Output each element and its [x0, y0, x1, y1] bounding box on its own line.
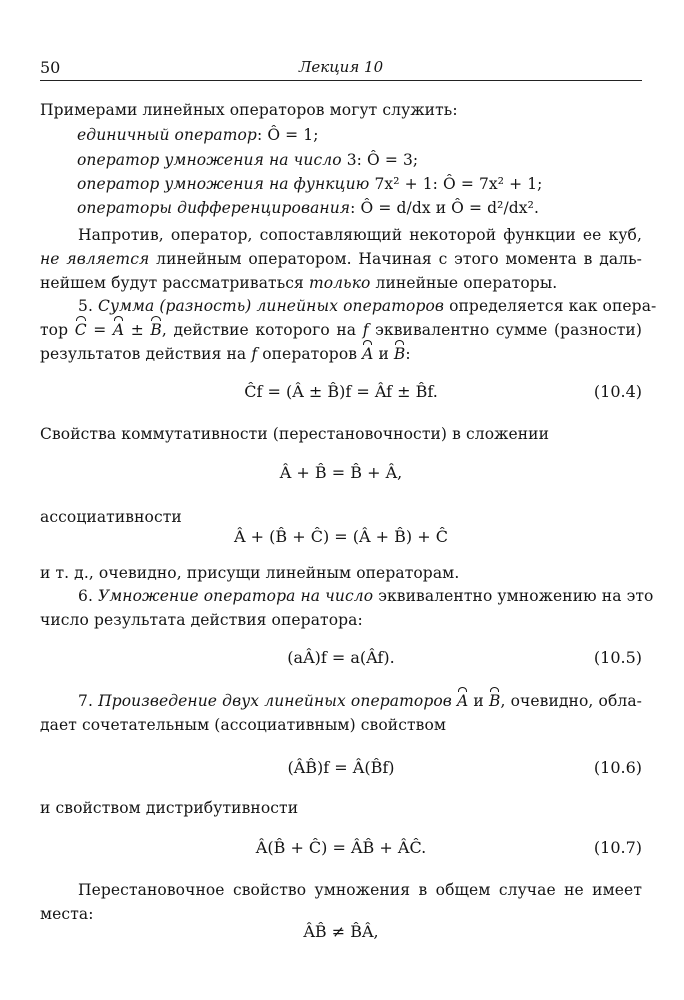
operator-a-hat: A — [112, 321, 125, 339]
example-label: оператор умножения на число — [77, 151, 342, 169]
paragraph-line: ассоциативности — [40, 508, 182, 526]
text-span: , действие которого на — [161, 321, 357, 339]
example-diff-operators: операторы дифференцирования: Ô = d/dx и Ô = d²/dx². — [77, 199, 539, 217]
paragraph-line — [40, 587, 654, 605]
paragraph-line: и свойством дистрибутивности — [40, 799, 299, 817]
equation-10-6: (ÂB̂)f = Â(B̂f) — [287, 758, 395, 777]
operator-a-hat: A — [457, 692, 469, 710]
equation-commutativity: Â + B̂ = B̂ + Â, — [279, 463, 403, 482]
text-span: операторов — [262, 345, 358, 363]
term-definition: Умножение оператора на число — [98, 587, 374, 605]
paragraph-line: дает сочетательным (ассоциативным) свойством — [40, 716, 447, 734]
item-number: 5. — [78, 297, 93, 315]
paragraph-line: результатов действия на f операторов A и B: — [40, 345, 411, 363]
example-formula: Ô = 1; — [267, 126, 319, 144]
equation-noncommutativity: ÂB̂ ≠ B̂Â, — [303, 922, 379, 941]
equation-10-4: Ĉf = (Â ± B̂)f = Âf ± B̂f. — [244, 382, 438, 401]
book-page — [40, 0, 657, 1000]
example-formula: 3: Ô = 3; — [346, 151, 419, 169]
term-definition: Сумма (разность) линейных операторов — [98, 297, 445, 315]
text-span: эквивалентно сумме (разности) — [375, 321, 642, 339]
chapter-title: Лекция 10 — [298, 58, 384, 76]
text-span: и — [473, 692, 484, 710]
paragraph-line: и т. д., очевидно, присущи линейным операторам. — [40, 564, 460, 582]
function-symbol: f — [362, 321, 369, 339]
paragraph-line — [40, 274, 642, 292]
example-number-operator — [77, 151, 679, 169]
equation-number: (10.7) — [593, 838, 642, 857]
equation-number: (10.5) — [593, 648, 642, 667]
example-formula: Ô = d/dx и Ô = d²/dx². — [360, 199, 539, 217]
paragraph-line — [40, 297, 657, 315]
operator-b-hat: B — [488, 692, 501, 710]
item-number: 6. — [78, 587, 93, 605]
equation-10-5: (aÂ)f = a(Âf). — [287, 648, 395, 667]
paragraph-line: Напротив, оператор, сопоставляющий некоторой функции ее куб, — [78, 226, 642, 244]
item-number: 7. — [78, 692, 93, 710]
operator-b-hat: B — [150, 321, 162, 339]
text-span: результатов действия на — [40, 345, 247, 363]
example-label: единичный оператор — [77, 126, 257, 144]
example-label: операторы дифференцирования — [77, 199, 351, 217]
text-span: и — [378, 345, 389, 363]
text-span: тор — [40, 321, 69, 339]
paragraph-line: тор C = A ± B, действие которого на f эквивалентно сумме (разности) — [40, 321, 642, 339]
emphasis-text: не является — [40, 250, 150, 268]
text-span: эквивалентно умножению на это — [378, 587, 654, 605]
term-definition: Произведение двух линейных операторов — [98, 692, 452, 710]
paragraph-line: число результата действия оператора: — [40, 611, 363, 629]
text-span: линейные операторы. — [375, 274, 558, 292]
equation-number: (10.4) — [593, 382, 642, 401]
text-span: линейным оператором. Начиная с этого момента в даль- — [156, 250, 643, 268]
equation-associativity: Â + (B̂ + Ĉ) = (Â + B̂) + Ĉ — [234, 527, 448, 546]
example-formula: 7x² + 1: Ô = 7x² + 1; — [374, 175, 543, 193]
example-function-operator — [77, 175, 679, 193]
paragraph-line: места: — [40, 905, 94, 923]
operator-a-hat: A — [362, 345, 374, 363]
paragraph-line — [40, 692, 642, 710]
paragraph-line: Перестановочное свойство умножения в общем случае не имеет — [78, 881, 642, 899]
text-span: , очевидно, обла- — [500, 692, 643, 710]
function-symbol: f — [251, 345, 258, 363]
running-header — [40, 58, 642, 81]
paragraph-line — [40, 250, 642, 268]
intro-line: Примерами линейных операторов могут служить: — [40, 101, 458, 119]
example-unit-operator: единичный оператор: Ô = 1; — [77, 126, 319, 144]
text-span: нейшем будут рассматриваться — [40, 274, 304, 292]
emphasis-text: только — [308, 274, 371, 292]
text-span: определяется как опера- — [449, 297, 657, 315]
equation-10-7: Â(B̂ + Ĉ) = ÂB̂ + ÂĈ. — [255, 838, 427, 857]
page-number: 50 — [40, 58, 61, 77]
example-label: оператор умножения на функцию — [77, 175, 370, 193]
operator-c-hat: C — [74, 321, 87, 339]
operator-b-hat: B — [393, 345, 406, 363]
equation-number: (10.6) — [593, 758, 642, 777]
paragraph-line: Свойства коммутативности (перестановочности) в сложении — [40, 425, 550, 443]
